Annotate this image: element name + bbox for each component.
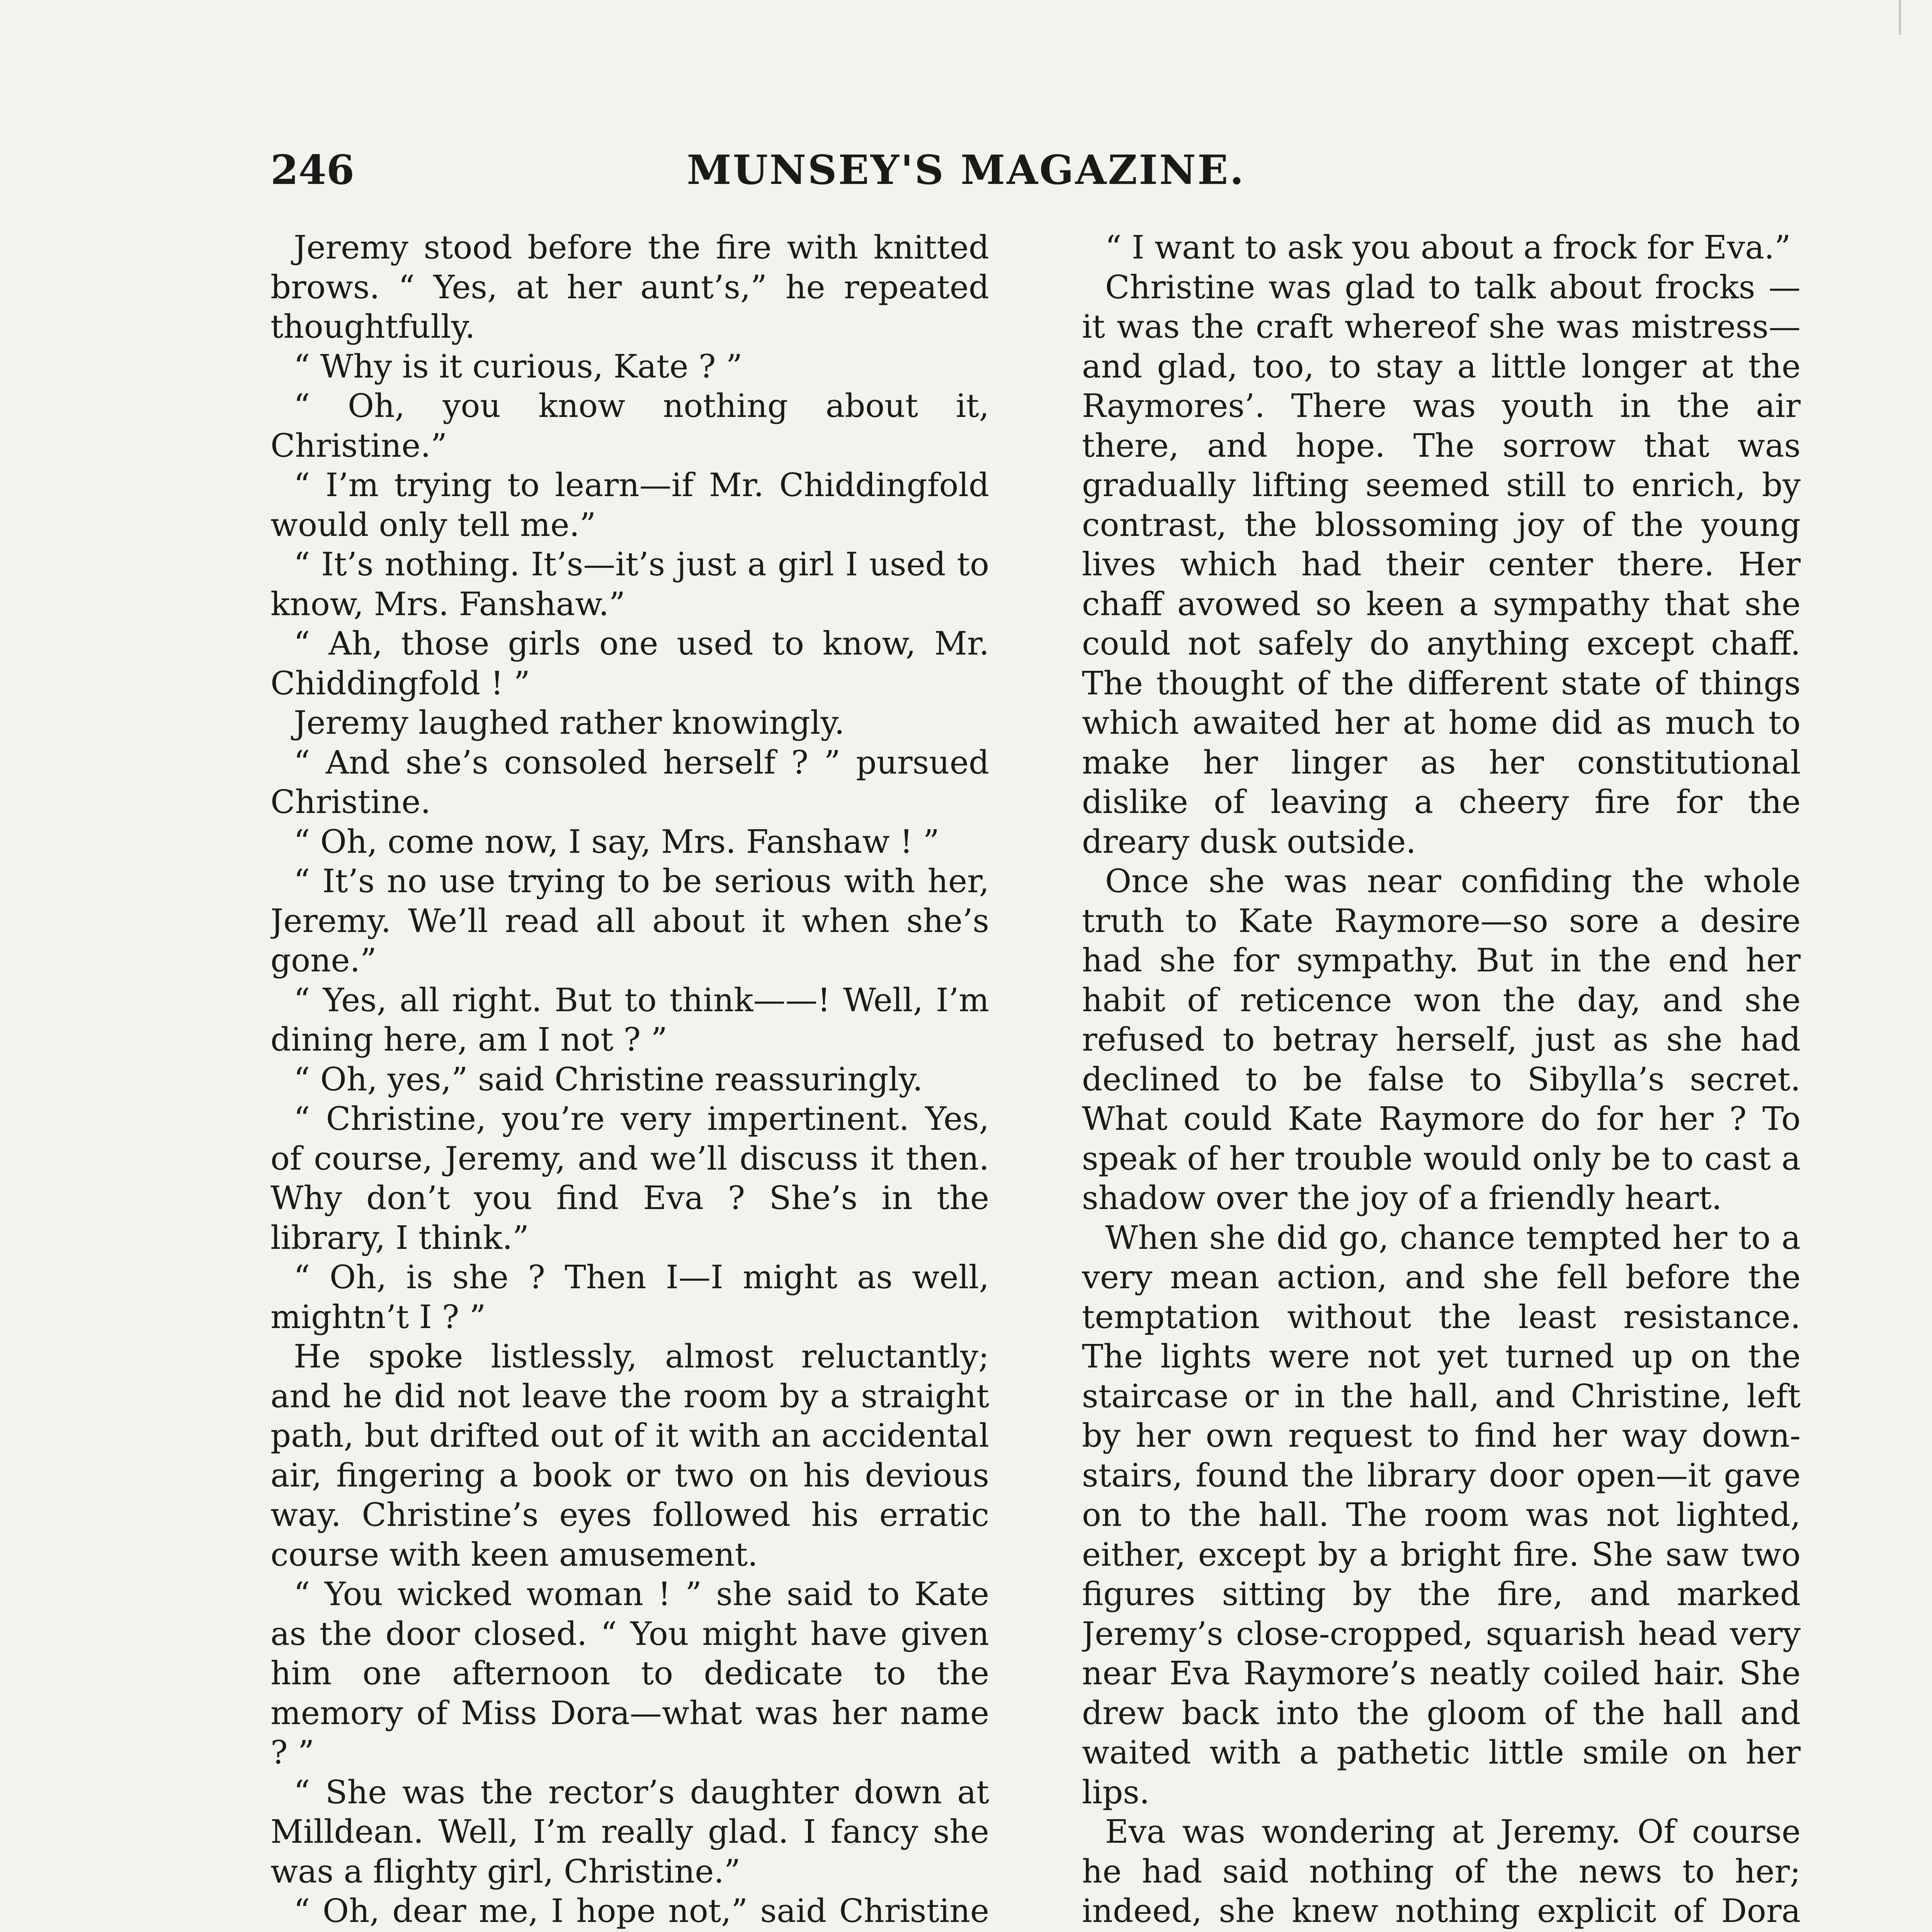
paragraph: “ It’s nothing. It’s—it’s just a girl I used to know, Mrs. Fanshaw.” xyxy=(270,546,989,623)
paragraph: “ Oh, you know nothing about it, Christine.” xyxy=(270,387,989,464)
paragraph: “ You wicked woman ! ” she said to Kate as the door closed. “ You might have given him one afternoon to dedicate to the memory of Miss Dora—what was her name ? ” xyxy=(270,1575,989,1771)
paragraph: “ Yes, all right. But to think——! Well, I’m dining here, am I not ? ” xyxy=(270,981,989,1058)
paragraph: “ Ah, those girls one used to know, Mr. Chiddingfold ! ” xyxy=(270,625,989,702)
running-head: MUNSEY'S MAGAZINE. xyxy=(687,146,1245,194)
left-column xyxy=(270,228,989,1932)
paragraph: Eva was wondering at Jeremy. Of course he had said nothing of the news to her; indeed, she knew nothing explicit of Dora xyxy=(1082,1813,1801,1930)
paragraph: “ Why is it curious, Kate ? ” xyxy=(294,347,743,385)
page-header xyxy=(0,143,1932,205)
paragraph: He spoke listlessly, almost reluctantly; and he did not leave the room by a straight path, but drifted out of it with an accidental air, fingering a book or two on his devious way. Christine’s eyes followed his erratic course with keen amusement. xyxy=(270,1338,989,1573)
paragraph: “ Oh, yes,” said Christine reassuringly. xyxy=(294,1060,923,1098)
paragraph: Jeremy laughed rather knowingly. xyxy=(294,704,845,742)
paragraph: “ I’m trying to learn—if Mr. Chiddingfold would only tell me.” xyxy=(270,466,989,544)
paragraph: “ I want to ask you about a frock for Eva.” xyxy=(1105,229,1791,266)
paragraph: “ It’s no use trying to be serious with her, Jeremy. We’ll read all about it when she’s gone.” xyxy=(270,862,989,979)
paragraph: Christine was glad to talk about frocks —it was the craft whereof she was mistress—and glad, too, to stay a little longer at the Raymores’. There was youth in the air there, and hope. The sorrow that was gradually lifting seemed still to enrich, by contrast, the blossoming joy of the young lives which had their center there. Her chaff avowed so keen a sympathy that she could not safely do anything except chaff. The thought of the different state of things which awaited her at home did as much to make her linger as her constitutional dislike of leaving a cheery fire for the dreary dusk outside. xyxy=(1082,268,1801,861)
paragraph: “ Oh, dear me, I hope not,” said Christine xyxy=(294,1892,989,1930)
paragraph: “ Oh, is she ? Then I—I might as well, mightn’t I ? ” xyxy=(270,1259,989,1336)
paragraph: “ She was the rector’s daughter down at Milldean. Well, I’m really glad. I fancy she was a flighty girl, Christine.” xyxy=(270,1773,989,1890)
paragraph: “ And she’s consoled herself ? ” pursued Christine. xyxy=(270,743,989,821)
paragraph: “ Christine, you’re very impertinent. Yes, of course, Jeremy, and we’ll discuss it then. Why don’t you find Eva ? She’s in the library, I think.” xyxy=(270,1100,989,1257)
paragraph: Once she was near confiding the whole truth to Kate Raymore—so sore a desire had she for sympathy. But in the end her habit of reticence won the day, and she refused to betray herself, just as she had declined to be false to Sibylla’s secret. What could Kate Raymore do for her ? To speak of her trouble would only be to cast a shadow over the joy of a friendly heart. xyxy=(1082,862,1801,1217)
right-column xyxy=(1082,228,1801,1932)
page-number: 246 xyxy=(270,146,355,194)
paragraph: Jeremy stood before the fire with knitted brows. “ Yes, at her aunt’s,” he repeated thoughtfully. xyxy=(270,229,989,345)
page-edge-mark xyxy=(1899,0,1901,35)
paragraph: When she did go, chance tempted her to a very mean action, and she fell before the temptation without the least resistance. The lights were not yet turned up on the staircase or in the hall, and Christine, left by her own request to find her way down-stairs, found the library door open—it gave on to the hall. The room was not lighted, either, except by a bright fire. She saw two figures sitting by the fire, and marked Jeremy’s close-cropped, squarish head very near Eva Raymore’s neatly coiled hair. She drew back into the gloom of the hall and waited with a pathetic little smile on her lips. xyxy=(1082,1219,1801,1811)
paragraph: “ Oh, come now, I say, Mrs. Fanshaw ! ” xyxy=(294,823,940,861)
